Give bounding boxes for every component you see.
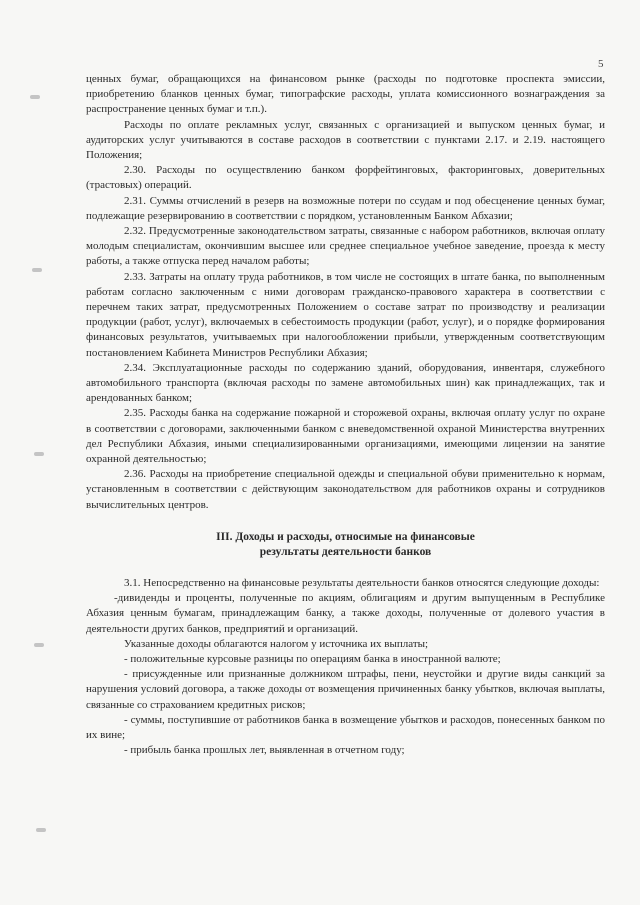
scan-mark (32, 268, 42, 272)
paragraph: 2.36. Расходы на приобретение специальной одежды и специальной обуви применительно к нормам, установленным в соответствии с действующим законодательством для работников охраны и сотрудников вычислительных центров. (86, 468, 605, 511)
paragraph: 2.33. Затраты на оплату труда работников, в том числе не состоящих в штате банка, по выполненным работам согласно заключенным с ними договорам гражданско-правового характера в соответствии с перечнем таких затрат, предусмотренных Положением о составе затрат по производству и реализации продукции (работ, услуг), включаемых в себестоимость продукции (работ, услуг), и о порядке формирования финансовых результатов, учитываемых при налогообложении прибыли, утвержденным соответствующим постановлением Кабинета Министров Республики Абхазия; (86, 270, 605, 359)
scan-mark (30, 95, 40, 99)
paragraph: 2.35. Расходы банка на содержание пожарной и сторожевой охраны, включая оплату услуг по охране в соответствии с договорами, заключенными банком с вневедомственной охраной Министерства внутренних дел Республики Абхазия, иными специализированными организациями, имеющими лицензии на занятие охранной деятельностью; (86, 407, 605, 466)
scan-mark (34, 643, 44, 647)
paragraph: ценных бумаг, обращающихся на финансовом рынке (расходы по подготовке проспекта эмиссии, приобретению бланков ценных бумаг, типографские расходы, уплата комиссионного вознаграждения за распространение ценных бумаг и т.п.). (86, 73, 605, 116)
list-item: - присужденные или признанные должником штрафы, пени, неустойки и другие виды санкций за нарушения условий договора, а также доходы от возмещения причиненных банку убытков, включая выплаты, связанные со страхованием кредитных рисков; (86, 668, 605, 711)
paragraph: Указанные доходы облагаются налогом у источника их выплаты; (124, 637, 429, 650)
paragraph: 2.34. Эксплуатационные расходы по содержанию зданий, оборудования, инвентаря, служебного автомобильного транспорта (включая расходы по замене автомобильных шин) как принадлежащих, так и арендованных банком; (86, 361, 605, 405)
page-number: 5 (598, 58, 604, 70)
section-heading (86, 530, 605, 560)
list-item: - суммы, поступившие от работников банка в возмещение убытков и расходов, понесенных банком по их вине; (86, 713, 605, 741)
list-item: -дивиденды и проценты, полученные по акциям, облигациям и другим выпущенным в Республике Абхазия ценным бумагам, принадлежащим банку, а также доходы, полученные от долевого участия в деятельности других банков, предприятий и организаций. (86, 592, 605, 635)
section-title-line1: III. Доходы и расходы, относимые на финансовые (216, 530, 475, 543)
paragraph: 2.31. Суммы отчислений в резерв на возможные потери по ссудам и под обесценение ценных бумаг, подлежащие резервированию в соответствии с порядком, установленным Банком Абхазии; (86, 194, 605, 222)
paragraph: Расходы по оплате рекламных услуг, связанных с организацией и выпуском ценных бумаг, и аудиторских услуг учитываются в составе расходов в соответствии с пунктами 2.17. и 2.19. настоящего Положения; (86, 118, 605, 162)
paragraph: 2.30. Расходы по осуществлению банком форфейтинговых, факторинговых, доверительных (трастовых) операций. (86, 164, 605, 192)
paragraph: 2.32. Предусмотренные законодательством затраты, связанные с набором работников, включая оплату молодым специалистам, окончившим высшее или среднее специальное учебное заведение, проезда к месту работы, а также отпуска перед началом работы; (86, 225, 605, 268)
scan-mark (36, 828, 46, 832)
document-body (86, 72, 605, 758)
paragraph: 3.1. Непосредственно на финансовые результаты деятельности банков относятся следующие доходы: (124, 576, 600, 589)
section-title-line2: результаты деятельности банков (259, 545, 432, 558)
list-item: - положительные курсовые разницы по операциям банка в иностранной валюте; (124, 652, 501, 665)
scan-mark (34, 452, 44, 456)
list-item: - прибыль банка прошлых лет, выявленная в отчетном году; (124, 744, 405, 757)
